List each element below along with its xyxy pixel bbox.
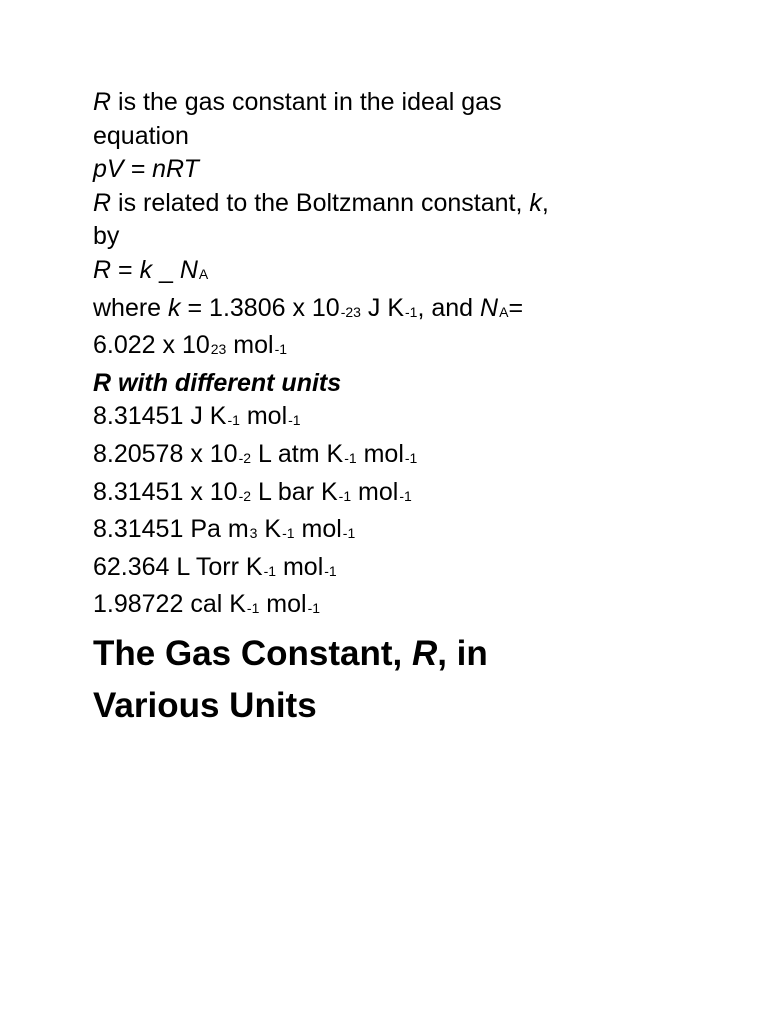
var-n: N xyxy=(480,293,499,322)
unit-exponent: -1 xyxy=(344,449,357,466)
unit-exponent: -1 xyxy=(338,487,352,504)
unit-line-5 xyxy=(93,551,693,589)
unit-mol: mol xyxy=(239,402,288,431)
var-k: k xyxy=(529,188,542,217)
unit-exponent: -1 xyxy=(399,487,412,504)
and-text: , and xyxy=(417,293,481,322)
unit-exponent: -1 xyxy=(227,412,240,429)
var-n-subscript: A xyxy=(198,265,209,282)
avogadro-value: 6.022 x 10 xyxy=(93,331,210,360)
unit-value: 62.364 L Torr K xyxy=(93,552,263,581)
var-r: R xyxy=(93,88,112,116)
document-page xyxy=(93,86,693,732)
avogadro-unit-exponent: -1 xyxy=(274,341,288,358)
intro-text-4: is related to the Boltzmann constant, xyxy=(111,188,530,217)
title-line-2: Various Units xyxy=(93,685,317,725)
var-r: R xyxy=(93,188,112,217)
operator: _ xyxy=(152,255,180,284)
units-heading: R with different units xyxy=(93,368,342,397)
title-text: The Gas Constant, xyxy=(93,633,412,673)
avogadro-exponent: 23 xyxy=(210,341,227,358)
unit-power-exponent: 3 xyxy=(249,525,258,542)
unit-line-1 xyxy=(93,400,693,438)
unit-exponent: -1 xyxy=(263,562,277,579)
avogadro-unit: mol xyxy=(226,331,274,360)
unit-exponent: -1 xyxy=(288,412,301,429)
unit-line-6 xyxy=(93,588,693,626)
title-var-r: R xyxy=(411,633,438,673)
where-text: where xyxy=(93,293,169,322)
title-line-1 xyxy=(93,628,693,680)
unit-exponent: -1 xyxy=(307,600,321,617)
unit-line-3 xyxy=(93,476,693,514)
relation-equation xyxy=(93,254,693,292)
unit-power-exponent: -2 xyxy=(238,449,252,466)
var-r: R xyxy=(93,255,112,284)
unit-exponent: -1 xyxy=(324,562,337,579)
unit-mol: mol xyxy=(294,515,342,544)
unit-text: K xyxy=(257,515,282,544)
k-unit-exponent: -1 xyxy=(405,303,418,320)
k-unit: J K xyxy=(360,293,405,322)
unit-exponent: -1 xyxy=(342,525,356,542)
ideal-gas-equation: pV = nRT xyxy=(93,155,199,184)
unit-line-4 xyxy=(93,513,693,551)
unit-value: 8.31451 Pa m xyxy=(93,515,249,544)
equals: = xyxy=(111,255,140,284)
var-k: k xyxy=(139,255,153,284)
unit-mol: mol xyxy=(351,477,399,506)
intro-line-1 xyxy=(93,86,693,120)
intro-line-5: by xyxy=(93,222,120,251)
unit-exponent: -1 xyxy=(282,525,295,542)
intro-text-4-end: , xyxy=(541,188,549,217)
unit-exponent: -1 xyxy=(404,449,418,466)
intro-line-4 xyxy=(93,187,693,221)
equals: = xyxy=(508,293,524,322)
k-exponent: -23 xyxy=(340,303,361,320)
unit-text: L bar K xyxy=(251,477,338,506)
title-text-end: , in xyxy=(437,633,488,673)
page-title xyxy=(93,628,693,732)
unit-exponent: -1 xyxy=(246,600,260,617)
intro-line-2: equation xyxy=(93,121,189,150)
unit-value: 8.31451 J K xyxy=(93,402,227,431)
var-k: k xyxy=(168,293,181,322)
unit-value: 8.31451 x 10 xyxy=(93,477,238,506)
unit-power-exponent: -2 xyxy=(238,487,252,504)
unit-line-2 xyxy=(93,438,693,476)
unit-mol: mol xyxy=(276,552,324,581)
k-value: = 1.3806 x 10 xyxy=(180,293,340,322)
unit-value: 1.98722 cal K xyxy=(93,590,246,619)
where-line-2 xyxy=(93,329,693,367)
unit-mol: mol xyxy=(259,590,307,619)
intro-text-1: is the gas constant in the ideal gas xyxy=(111,88,502,116)
var-n-subscript: A xyxy=(499,303,509,320)
var-n: N xyxy=(179,255,198,284)
unit-mol: mol xyxy=(356,439,404,468)
unit-value: 8.20578 x 10 xyxy=(93,439,238,468)
unit-text: L atm K xyxy=(251,439,344,468)
where-line-1 xyxy=(93,292,693,330)
